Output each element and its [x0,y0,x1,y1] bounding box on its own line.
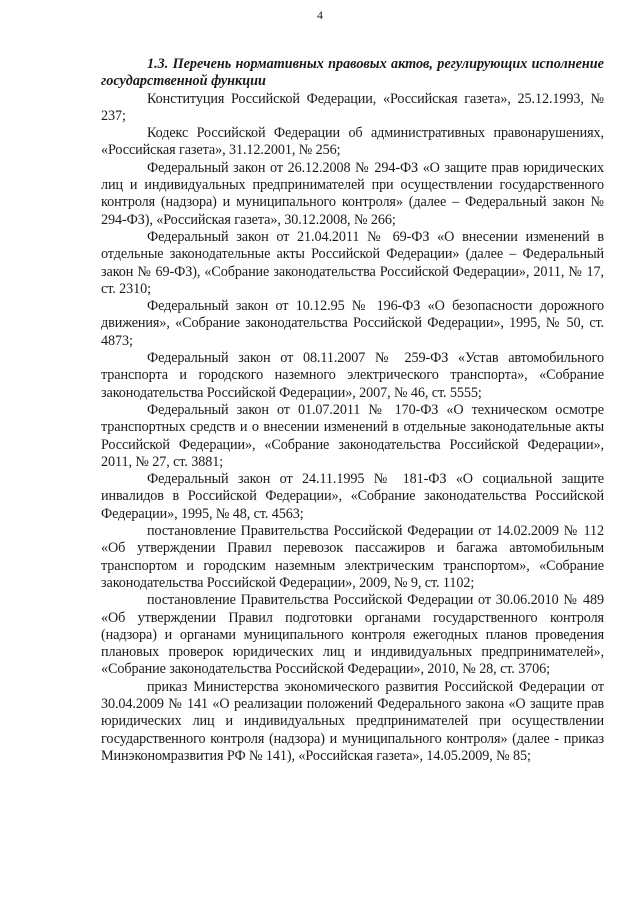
legal-act-paragraph: Федеральный закон от 08.11.2007 № 259-ФЗ «Устав автомобильного транспорта и городского наземного электрического транспорта», «Собрание законодательства Российской Федерации», 2007, № 46, ст. 5555; [101,350,604,401]
legal-act-paragraph: Конституция Российской Федерации, «Российская газета», 25.12.1993, № 237; [101,90,604,124]
document-body [101,56,604,765]
legal-act-paragraph: приказ Министерства экономического развития Российской Федерации от 30.04.2009 № 141 «О реализации положений Федерального закона «О защите прав юридических лиц и индивидуальных предпринимателей при осуществлении государственного контроля (надзора) и муниципального контроля» (далее - приказ Минэкономразвития РФ № 141), «Российская газета», 14.05.2009, № 85; [101,678,604,764]
legal-act-paragraph: Федеральный закон от 24.11.1995 № 181-ФЗ «О социальной защите инвалидов в Российской Федерации», «Собрание законодательства Российской Федерации», 1995, № 48, ст. 4563; [101,471,604,522]
legal-act-paragraph: Федеральный закон от 10.12.95 № 196-ФЗ «О безопасности дорожного движения», «Собрание законодательства Российской Федерации», 1995, № 50, ст. 4873; [101,298,604,349]
legal-act-paragraph: Кодекс Российской Федерации об административных правонарушениях, «Российская газета», 31.12.2001, № 256; [101,125,604,159]
section-heading: 1.3. Перечень нормативных правовых актов, регулирующих исполнение государственной функции [101,56,604,90]
legal-act-paragraph: Федеральный закон от 21.04.2011 № 69-ФЗ «О внесении изменений в отдельные законодательные акты Российской Федерации» (далее – Федеральный закон № 69-ФЗ), «Собрание законодательства Российской Федерации», 2011, № 17, ст. 2310; [101,228,604,297]
legal-act-paragraph: Федеральный закон от 26.12.2008 № 294-ФЗ «О защите прав юридических лиц и индивидуальных предпринимателей при осуществлении государственного контроля (надзора) и муниципального контроля» (далее – Федеральный закон № 294-ФЗ), «Российская газета», 30.12.2008, № 266; [101,159,604,228]
legal-act-paragraph: Федеральный закон от 01.07.2011 № 170-ФЗ «О техническом осмотре транспортных средств и о внесении изменений в отдельные законодательные акты Российской Федерации», «Собрание законодательства Российской Федерации», 2011, № 27, ст. 3881; [101,401,604,470]
page-number: 4 [317,8,323,22]
legal-act-paragraph: постановление Правительства Российской Федерации от 14.02.2009 № 112 «Об утверждении Правил перевозок пассажиров и багажа автомобильным транспортом и городским наземным электрическим транспортом», «Собрание законодательства Российской Федерации», 2009, № 9, ст. 1102; [101,523,604,591]
legal-act-paragraph: постановление Правительства Российской Федерации от 30.06.2010 № 489 «Об утверждении Правил подготовки органами государственного контроля (надзора) и органами муниципального контроля ежегодных планов проведения плановых проверок юридических лиц и индивидуальных предпринимателей», «Собрание законодательства Российской Федерации», 2010, № 28, ст. 3706; [101,592,604,678]
